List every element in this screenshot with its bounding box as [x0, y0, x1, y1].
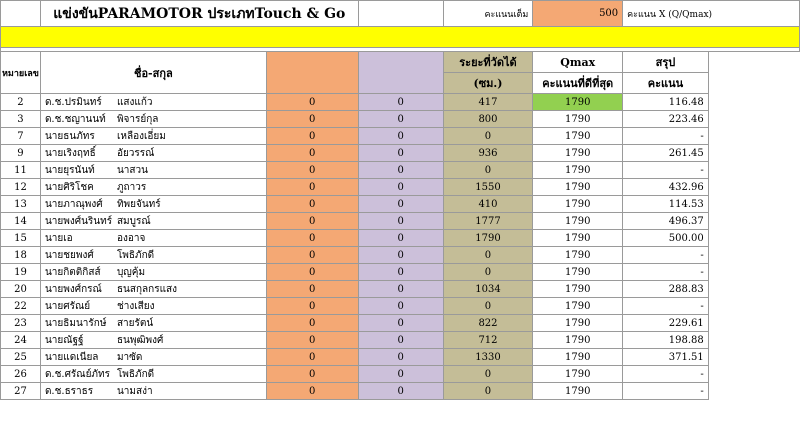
- row-col-a[interactable]: 0: [266, 111, 358, 128]
- header-qmax-line1[interactable]: Qmax: [533, 52, 623, 73]
- row-name[interactable]: [40, 298, 266, 315]
- header-col-a[interactable]: [266, 52, 358, 94]
- row-col-a[interactable]: 0: [266, 179, 358, 196]
- row-col-a[interactable]: 0: [266, 145, 358, 162]
- row-qmax[interactable]: 1790: [533, 145, 623, 162]
- row-first-name: นายยุรนันท์: [44, 164, 95, 176]
- row-score[interactable]: 229.61: [623, 315, 709, 332]
- row-distance[interactable]: 410: [443, 196, 533, 213]
- row-first-name: นายเริงฤทธิ์: [44, 147, 96, 159]
- row-distance[interactable]: 800: [443, 111, 533, 128]
- row-qmax[interactable]: 1790: [533, 315, 623, 332]
- row-name[interactable]: [40, 281, 266, 298]
- row-col-a[interactable]: 0: [266, 128, 358, 145]
- row-col-a[interactable]: 0: [266, 298, 358, 315]
- row-first-name: นายธนภัทร: [44, 130, 95, 142]
- row-qmax[interactable]: 1790: [533, 179, 623, 196]
- row-score[interactable]: 261.45: [623, 145, 709, 162]
- row-score[interactable]: -: [623, 128, 709, 145]
- row-score[interactable]: 288.83: [623, 281, 709, 298]
- row-col-b[interactable]: 0: [358, 366, 443, 383]
- row-score[interactable]: 432.96: [623, 179, 709, 196]
- row-qmax[interactable]: 1790: [533, 128, 623, 145]
- row-col-b[interactable]: 0: [358, 298, 443, 315]
- row-qmax[interactable]: 1790: [533, 298, 623, 315]
- header-summary-line2[interactable]: คะแนน: [623, 73, 709, 94]
- table-row: [1, 349, 800, 366]
- row-col-a[interactable]: 0: [266, 162, 358, 179]
- row-last-name: ภูถาวร: [116, 181, 147, 193]
- empty-cell: [708, 196, 799, 213]
- row-first-name: นายภาณุพงศ์: [44, 198, 103, 210]
- table-row: [1, 230, 800, 247]
- row-last-name: เหลืองเอี่ยม: [116, 130, 166, 142]
- row-number[interactable]: 18: [1, 247, 41, 264]
- header-distance-line2[interactable]: (ซม.): [443, 73, 533, 94]
- header-distance-line1[interactable]: ระยะที่วัดได้: [443, 52, 533, 73]
- row-number[interactable]: 27: [1, 383, 41, 400]
- row-col-a[interactable]: 0: [266, 349, 358, 366]
- row-col-b[interactable]: 0: [358, 162, 443, 179]
- table-row: [1, 94, 800, 111]
- table-row: [1, 315, 800, 332]
- row-number[interactable]: 12: [1, 179, 41, 196]
- row-last-name: นาสวน: [116, 164, 148, 176]
- row-number[interactable]: 24: [1, 332, 41, 349]
- table-row: [1, 383, 800, 400]
- row-col-b[interactable]: 0: [358, 383, 443, 400]
- row-distance[interactable]: 0: [443, 162, 533, 179]
- row-last-name: นามสง่า: [116, 385, 153, 397]
- row-last-name: แสงแก้ว: [116, 96, 153, 108]
- row-number[interactable]: 13: [1, 196, 41, 213]
- empty-cell: [708, 298, 799, 315]
- row-first-name: ด.ช.ธราธร: [44, 385, 94, 397]
- empty-cell: [708, 94, 799, 111]
- empty-cell: [708, 281, 799, 298]
- row-first-name: ด.ช.ปรมินทร์: [44, 96, 102, 108]
- row-score[interactable]: -: [623, 264, 709, 281]
- empty-cell: [708, 145, 799, 162]
- row-qmax[interactable]: 1790: [533, 366, 623, 383]
- row-score[interactable]: 500.00: [623, 230, 709, 247]
- row-name[interactable]: [40, 213, 266, 230]
- row-col-b[interactable]: 0: [358, 111, 443, 128]
- full-score-value[interactable]: 500: [533, 1, 623, 27]
- row-col-a[interactable]: 0: [266, 247, 358, 264]
- row-score[interactable]: -: [623, 162, 709, 179]
- row-name[interactable]: [40, 247, 266, 264]
- row-col-a[interactable]: 0: [266, 315, 358, 332]
- row-col-b[interactable]: 0: [358, 332, 443, 349]
- row-last-name: ทิพยจันทร์: [116, 198, 161, 210]
- row-distance[interactable]: 0: [443, 366, 533, 383]
- table-row: [1, 196, 800, 213]
- row-number[interactable]: 15: [1, 230, 41, 247]
- row-qmax[interactable]: 1790: [533, 162, 623, 179]
- empty-cell: [708, 162, 799, 179]
- sheet-title[interactable]: แข่งขันPARAMOTOR ประเภทTouch & Go: [40, 1, 358, 27]
- row-first-name: นายธิมนารักษ์: [44, 317, 107, 329]
- row-distance[interactable]: 822: [443, 315, 533, 332]
- row-score[interactable]: -: [623, 366, 709, 383]
- table-row: [1, 332, 800, 349]
- row-first-name: นายพงศ์กรณ์: [44, 283, 102, 295]
- row-last-name: โพธิภักดี: [116, 368, 155, 380]
- row-col-b[interactable]: 0: [358, 94, 443, 111]
- table-row: [1, 145, 800, 162]
- row-distance[interactable]: 1790: [443, 230, 533, 247]
- row-col-b[interactable]: 0: [358, 196, 443, 213]
- row-name[interactable]: [40, 366, 266, 383]
- row-name[interactable]: [40, 230, 266, 247]
- header-name[interactable]: ชื่อ-สกุล: [40, 52, 266, 94]
- row-distance[interactable]: 417: [443, 94, 533, 111]
- row-name[interactable]: [40, 332, 266, 349]
- row-last-name: พิจารย์กุล: [116, 113, 159, 125]
- row-score[interactable]: 223.46: [623, 111, 709, 128]
- row-distance[interactable]: 936: [443, 145, 533, 162]
- row-col-b[interactable]: 0: [358, 247, 443, 264]
- row-col-a[interactable]: 0: [266, 366, 358, 383]
- blank-cell[interactable]: [358, 1, 443, 27]
- empty-cell: [708, 128, 799, 145]
- empty-cell: [708, 366, 799, 383]
- header-summary-line1[interactable]: สรุป: [623, 52, 709, 73]
- table-row: [1, 179, 800, 196]
- row-score[interactable]: -: [623, 298, 709, 315]
- row-qmax[interactable]: 1790: [533, 332, 623, 349]
- row-number[interactable]: 2: [1, 94, 41, 111]
- row-score[interactable]: -: [623, 383, 709, 400]
- row-name[interactable]: [40, 162, 266, 179]
- row-score[interactable]: 371.51: [623, 349, 709, 366]
- row-name[interactable]: [40, 383, 266, 400]
- row-distance[interactable]: 712: [443, 332, 533, 349]
- empty-cell: [708, 213, 799, 230]
- row-last-name: บุญคุ้ม: [116, 266, 146, 278]
- row-distance[interactable]: 1330: [443, 349, 533, 366]
- header-qmax-line2[interactable]: คะแนนที่ดีที่สุด: [533, 73, 623, 94]
- row-qmax[interactable]: 1790: [533, 349, 623, 366]
- row-first-name: นายศิริโชค: [44, 181, 94, 193]
- row-distance[interactable]: 0: [443, 264, 533, 281]
- row-name[interactable]: [40, 128, 266, 145]
- row-qmax[interactable]: 1790: [533, 94, 623, 111]
- row-number[interactable]: 14: [1, 213, 41, 230]
- row-col-b[interactable]: 0: [358, 128, 443, 145]
- row-name[interactable]: [40, 94, 266, 111]
- row-first-name: นายแดเนียล: [44, 351, 99, 363]
- row-score[interactable]: 116.48: [623, 94, 709, 111]
- score-formula[interactable]: คะแนน X (Q/Qmax): [623, 1, 800, 27]
- row-col-a[interactable]: 0: [266, 196, 358, 213]
- row-number[interactable]: 20: [1, 281, 41, 298]
- row-name[interactable]: [40, 196, 266, 213]
- row-qmax[interactable]: 1790: [533, 281, 623, 298]
- row-number[interactable]: 25: [1, 349, 41, 366]
- row-qmax[interactable]: 1790: [533, 383, 623, 400]
- empty-cell: [708, 111, 799, 128]
- row-qmax[interactable]: 1790: [533, 196, 623, 213]
- row-last-name: โพธิภักดี: [116, 249, 155, 261]
- row-number[interactable]: 9: [1, 145, 41, 162]
- row-number[interactable]: 23: [1, 315, 41, 332]
- row-number[interactable]: 7: [1, 128, 41, 145]
- row-qmax[interactable]: 1790: [533, 264, 623, 281]
- row-score[interactable]: 496.37: [623, 213, 709, 230]
- row-number[interactable]: 22: [1, 298, 41, 315]
- row-distance[interactable]: 0: [443, 128, 533, 145]
- row-name[interactable]: [40, 349, 266, 366]
- row-distance[interactable]: 1777: [443, 213, 533, 230]
- empty-cell: [708, 179, 799, 196]
- row-score[interactable]: 198.88: [623, 332, 709, 349]
- table-row: [1, 162, 800, 179]
- header-col-b[interactable]: [358, 52, 443, 94]
- row-distance[interactable]: 0: [443, 298, 533, 315]
- empty-cell: [708, 332, 799, 349]
- header-no[interactable]: หมายเลข: [1, 52, 41, 94]
- row-number[interactable]: 19: [1, 264, 41, 281]
- row-col-a[interactable]: 0: [266, 383, 358, 400]
- table-row: [1, 298, 800, 315]
- row-last-name: ธนสกุลกรแสง: [116, 283, 178, 295]
- row-first-name: นายศรัณย์: [44, 300, 91, 312]
- row-col-a[interactable]: 0: [266, 94, 358, 111]
- empty-cell: [708, 230, 799, 247]
- row-col-b[interactable]: 0: [358, 281, 443, 298]
- row-qmax[interactable]: 1790: [533, 247, 623, 264]
- table-row: [1, 213, 800, 230]
- row-number[interactable]: 11: [1, 162, 41, 179]
- row-first-name: ด.ช.ศรัณย์ภัทร: [44, 368, 110, 380]
- table-row: [1, 111, 800, 128]
- table-row: [1, 247, 800, 264]
- row-first-name: นายชยพงศ์: [44, 249, 94, 261]
- row-name[interactable]: [40, 179, 266, 196]
- row-col-a[interactable]: 0: [266, 230, 358, 247]
- row-col-a[interactable]: 0: [266, 332, 358, 349]
- row-number[interactable]: 26: [1, 366, 41, 383]
- empty-cell: [708, 247, 799, 264]
- row-first-name: นายเอ: [44, 232, 73, 244]
- row-number[interactable]: 3: [1, 111, 41, 128]
- row-score[interactable]: -: [623, 247, 709, 264]
- row-distance[interactable]: 1034: [443, 281, 533, 298]
- row-last-name: องอาจ: [116, 232, 146, 244]
- row-name[interactable]: [40, 315, 266, 332]
- row-qmax[interactable]: 1790: [533, 111, 623, 128]
- row-col-a[interactable]: 0: [266, 213, 358, 230]
- row-last-name: มาซัด: [116, 351, 143, 363]
- row-col-b[interactable]: 0: [358, 213, 443, 230]
- row-name[interactable]: [40, 111, 266, 128]
- table-row: [1, 128, 800, 145]
- row-first-name: นายกิตติกิสส์: [44, 266, 101, 278]
- row-distance[interactable]: 1550: [443, 179, 533, 196]
- table-row: [1, 264, 800, 281]
- row-distance[interactable]: 0: [443, 383, 533, 400]
- row-first-name: นายพงศ์นรินทร์: [44, 215, 113, 227]
- row-col-b[interactable]: 0: [358, 315, 443, 332]
- row-col-a[interactable]: 0: [266, 281, 358, 298]
- row-last-name: สมบูรณ์: [116, 215, 151, 227]
- empty-cell: [708, 383, 799, 400]
- row-last-name: สายรัตน์: [116, 317, 154, 329]
- row-col-b[interactable]: 0: [358, 145, 443, 162]
- yellow-banner-row[interactable]: [1, 27, 800, 48]
- row-col-b[interactable]: 0: [358, 349, 443, 366]
- empty-cell: [708, 349, 799, 366]
- row-qmax[interactable]: 1790: [533, 230, 623, 247]
- row-first-name: นายณัฐฐ์: [44, 334, 84, 346]
- row-last-name: ธนพุฒิพงศ์: [116, 334, 164, 346]
- row-name[interactable]: [40, 145, 266, 162]
- empty-cell: [708, 264, 799, 281]
- corner-cell[interactable]: [1, 1, 41, 27]
- row-qmax[interactable]: 1790: [533, 213, 623, 230]
- row-col-b[interactable]: 0: [358, 179, 443, 196]
- row-name[interactable]: [40, 264, 266, 281]
- empty-col: [708, 52, 799, 94]
- row-col-b[interactable]: 0: [358, 264, 443, 281]
- row-last-name: ช่างเสียง: [116, 300, 155, 312]
- table-row: [1, 281, 800, 298]
- row-col-a[interactable]: 0: [266, 264, 358, 281]
- table-row: [1, 366, 800, 383]
- row-col-b[interactable]: 0: [358, 230, 443, 247]
- full-score-label[interactable]: คะแนนเต็ม: [443, 1, 533, 27]
- row-score[interactable]: 114.53: [623, 196, 709, 213]
- row-first-name: ด.ช.ชญานนท์: [44, 113, 106, 125]
- row-distance[interactable]: 0: [443, 247, 533, 264]
- row-last-name: อัยวรรณ์: [116, 147, 155, 159]
- empty-cell: [708, 315, 799, 332]
